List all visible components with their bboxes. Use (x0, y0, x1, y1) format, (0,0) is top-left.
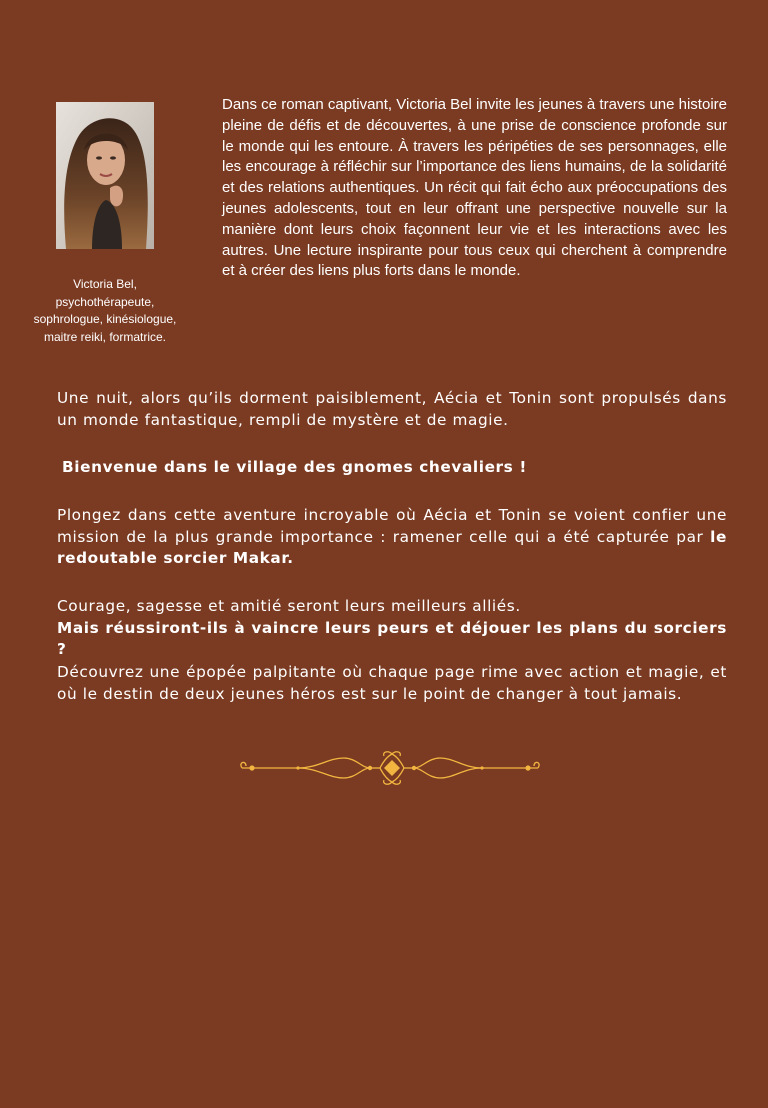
blurb-villain-name: le redoutable sorcier Makar. (57, 527, 727, 567)
blurb-paragraph-4-line-2: Mais réussiront-ils à vaincre leurs peurs et déjouer les plans du sorciers ? (57, 618, 727, 658)
author-caption: Victoria Bel, psychothérapeute, sophrologue, kinésiologue, maitre reiki, formatrice. (33, 277, 177, 344)
blurb-paragraph-3-text: Plongez dans cette aventure incroyable où Aécia et Tonin se voient confier une mission de la plus grande importance : ramener celle qui a été capturée par (57, 506, 727, 546)
blurb-paragraph-1: Une nuit, alors qu’ils dorment paisiblement, Aécia et Tonin sont propulsés dans un monde fantastique, rempli de mystère et de magie. (57, 389, 727, 429)
decorative-divider-icon (232, 748, 548, 793)
synopsis-paragraph: Dans ce roman captivant, Victoria Bel invite les jeunes à travers une histoire pleine de défis et de découvertes, à une prise de conscience profonde sur le monde qui les entoure. À travers les péripéties de ses personnages, elle les encourage à réfléchir sur l’importance des liens humains, de la solidarité et des relations authentiques. Un récit qui fait écho aux préoccupations des jeunes adolescents, tout en leur offrant une perspective nouvelle sur la manière dont leurs choix façonnent leur vie et les interactions avec les autres. Une lecture inspirante pour tous ceux qui cherchent à comprendre et à créer des liens plus forts dans le monde. (222, 96, 727, 280)
author-portrait-image (56, 102, 154, 249)
blurb-paragraph-3 (57, 505, 727, 570)
blurb-paragraph-4 (57, 596, 727, 661)
blurb-paragraph-4-line-1: Courage, sagesse et amitié seront leurs meilleurs alliés. (57, 597, 521, 615)
blurb-paragraph-5: Découvrez une épopée palpitante où chaque page rime avec action et magie, et où le destin de deux jeunes héros est sur le point de changer à tout jamais. (57, 663, 727, 703)
author-photo (56, 102, 154, 249)
blurb-welcome-line: Bienvenue dans le village des gnomes chevaliers ! (62, 458, 527, 476)
